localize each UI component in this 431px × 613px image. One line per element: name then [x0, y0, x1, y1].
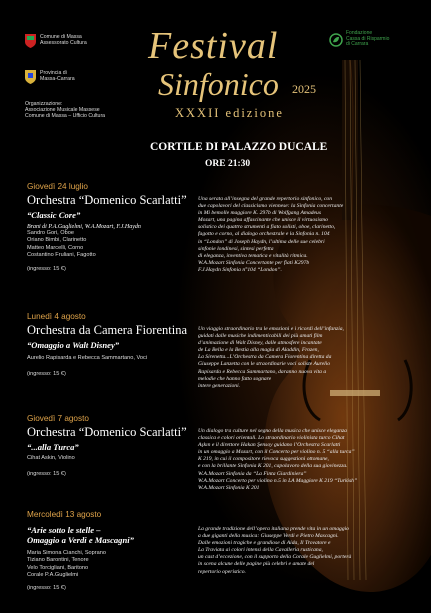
description-line: Mozart, una pagina affascinante che unisce il virtuosismo	[198, 217, 328, 224]
description-line: Rapisarda e Rebecca Sammartano, daranno nuova vita a	[198, 368, 327, 375]
description-line: La Traviata ai colori intensi della Cavalleria rusticana,	[198, 547, 323, 554]
comune-massa-logo	[25, 34, 87, 48]
description-line: due capolavori del classicismo viennese: la Sinfonia concertante	[198, 203, 344, 210]
event-subtitle: “...alla Turca”	[27, 442, 79, 452]
provincia-logo	[25, 70, 75, 84]
fond-line-3: di Carrara	[346, 41, 369, 48]
organizzazione-block	[25, 101, 105, 120]
org-line-1: Organizzazione:	[25, 101, 63, 107]
org-line-2: Associazione Musicale Massese	[25, 107, 100, 114]
event-subtitle: “Omaggio a Walt Disney”	[27, 340, 120, 350]
performer: Cihat Askin, Violino	[27, 455, 75, 461]
description-line: intere generazioni.	[198, 382, 241, 389]
provincia-crest-icon	[25, 70, 36, 84]
event-date: Mercoledì 13 agosto	[27, 510, 102, 519]
edition-label: XXXII edizione	[175, 106, 284, 120]
fondazione-leaf-icon	[329, 33, 343, 47]
performer: Tiziano Barontini, Tenore	[27, 557, 89, 564]
event-title: Orchestra da Camera Fiorentina	[27, 323, 188, 337]
event-subtitle: Omaggio a Verdi e Mascagni”	[27, 535, 134, 545]
description-line: Un viaggio straordinario tra le emozioni e i ricordi dell’infanzia,	[198, 326, 344, 332]
performer: Matteo Marcelli, Corno	[27, 244, 84, 251]
description-line: di eleganza, inventiva tematica e vitalità ritmica.	[198, 252, 308, 259]
description-line: in un omaggio a Mozart, con il Concerto per violino n. 5 “alla turca”	[198, 449, 355, 456]
description-line: La grande tradizione dell’opera italiana prende vita in un omaggio	[198, 526, 349, 532]
event-2-description	[198, 326, 418, 390]
fond-line-1: Fondazione	[346, 30, 373, 36]
performer: Costantino Fruliani, Fagotto	[27, 252, 96, 259]
description-line: W.A.Mozart Concerto per violino n.5 in LA Maggiore K 219 “Turkish”	[198, 477, 358, 484]
description-line: a due giganti della musica: Giuseppe Verdi e Pietro Mascagni.	[198, 533, 339, 540]
description-line: Dalle emozioni tragiche e grandiose di Aida, Il Trovatore e	[198, 540, 331, 547]
provincia-line-1: Provincia di	[40, 70, 67, 76]
description-line: W.A.Mozart Sinfonia da “La Finta Giardiniera”	[198, 470, 307, 477]
performer: Sandro Gori, Oboe	[27, 230, 74, 236]
event-title: Orchestra “Domenico Scarlatti”	[27, 425, 187, 439]
massa-line-1: Comune di Massa	[40, 34, 82, 40]
time-label: ORE 21:30	[205, 159, 251, 169]
description-line: Giuseppe Lanzetta con le straordinarie voci soliste Aurelio	[198, 361, 331, 368]
event-subtitle: “Classic Core”	[27, 210, 81, 220]
description-line: La Sirenetta...L’Orchestra da Camera Fiorentina diretta da	[198, 354, 332, 361]
event-date: Giovedì 24 luglio	[27, 182, 88, 191]
event-price: (ingresso: 15 €)	[27, 371, 66, 378]
event-4	[27, 510, 134, 591]
description-line: un cast d’eccezione, con il supporto della Corale Guglielmi, porterà	[198, 554, 352, 561]
description-line: Aşkın e il direttore Hakan Şensoy guidano l’Orchestra Scarlatti	[198, 442, 341, 449]
massa-line-2: Assessorato Cultura	[40, 40, 87, 47]
description-line: K 219, in cui il compositore rievoca suggestioni ottomane,	[198, 456, 329, 463]
event-1-description	[198, 196, 418, 274]
description-line: repertorio operistico.	[198, 568, 246, 575]
event-title: Orchestra “Domenico Scarlatti”	[27, 193, 187, 207]
event-price: (ingresso: 15 €)	[27, 471, 66, 478]
description-line: W.A.Mozart Sinfonia K 201	[198, 484, 260, 491]
performer: Maria Simona Cianchi, Soprano	[27, 550, 106, 556]
description-line: in Mi bemolle maggiore K. 297b di Wolfgang Amadeus	[198, 210, 322, 217]
event-date: Lunedì 4 agosto	[27, 312, 86, 321]
event-price: (ingresso: 15 €)	[27, 584, 66, 591]
description-line: in scena alcune delle pagine più celebri e amate del	[198, 561, 315, 568]
fond-line-2: Cassa di Risparmio	[346, 35, 390, 42]
event-2	[27, 312, 187, 377]
performer: Velo Torcigliani, Baritono	[27, 564, 89, 571]
org-line-3: Comune di Massa – Ufficio Cultura	[25, 113, 106, 120]
provincia-line-2: Massa-Carrara	[40, 76, 75, 83]
event-program: Brani di P.A.Guglielmi, W.A.Mozart, F.J.Haydn	[27, 224, 141, 230]
description-line: e con la brillante Sinfonia K 201, capolavoro della sua giovinezza.	[198, 463, 348, 470]
performer: Aurelio Rapisarda e Rebecca Sammartano, Voci	[27, 355, 148, 361]
event-1	[27, 182, 187, 272]
performer: Corale P.A.Guglielmi	[27, 572, 79, 579]
description-line: W.A.Mozart Sinfonia Concertante per fiati K297b	[198, 259, 310, 266]
description-line: in “London” di Joseph Haydn, l’ultima delle sue celebri	[198, 238, 325, 245]
event-4-description	[198, 526, 418, 576]
description-line: F.J.Haydn Sinfonia n°104 “London”.	[198, 266, 282, 273]
performer: Oriano Bimbi, Clarinetto	[27, 237, 87, 244]
description-line: sinfonie londinesi, sintesi perfetta	[198, 245, 274, 252]
event-price: (ingresso: 15 €)	[27, 265, 66, 272]
description-line: melodie che hanno fatto sognare	[198, 375, 272, 382]
event-3-description	[198, 428, 418, 492]
sinfonico-title: Sinfonico	[158, 66, 279, 102]
description-line: Un dialogo tra culture nel segno della musica che unisce eleganza	[198, 428, 347, 434]
description-line: fagotto e corno, al dialogo orchestrale e la Sinfonia n. 104	[198, 231, 330, 238]
event-date: Giovedì 7 agosto	[27, 414, 89, 423]
massa-crest-icon	[25, 34, 36, 48]
description-line: de La Bella e la Bestia alla magia di Aladdin, Frozen,	[198, 347, 319, 354]
festival-title: Festival	[148, 25, 279, 67]
description-line: solistico dei quattro strumenti a fiato solisti, oboe, clarinetto,	[198, 224, 336, 231]
description-line: guidati dalle musiche indimenticabili dei più amati film	[198, 333, 323, 340]
festival-year: 2025	[292, 82, 316, 96]
fondazione-logo	[329, 31, 399, 48]
description-line: d’animazione di Walt Disney, dalle atmosfere incantate	[198, 340, 322, 347]
description-line: Una serata all’insegna del grande repertorio sinfonico, con	[198, 196, 333, 202]
description-line: classica e colori orientali. Lo straordinario violinista turco Cihat	[198, 435, 345, 442]
event-3	[27, 414, 187, 477]
event-subtitle: “Arie sotto le stelle –	[27, 525, 101, 535]
venue-label: CORTILE DI PALAZZO DUCALE	[150, 141, 328, 153]
